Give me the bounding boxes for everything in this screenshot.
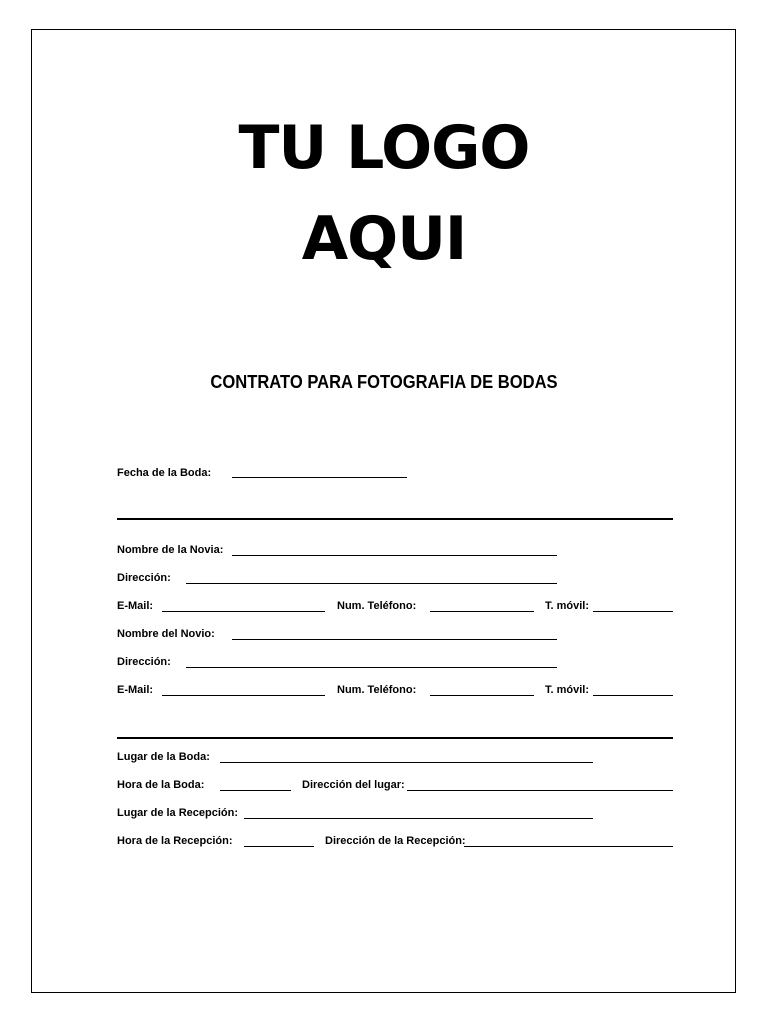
section-divider-2 bbox=[117, 737, 673, 739]
groom-name-field[interactable] bbox=[232, 639, 557, 640]
groom-email-label: E-Mail: bbox=[117, 684, 154, 696]
reception-place-field[interactable] bbox=[244, 818, 593, 819]
reception-time-field[interactable] bbox=[244, 846, 314, 847]
bride-mobile-field[interactable] bbox=[593, 611, 673, 612]
wedding-date-label: Fecha de la Boda: bbox=[117, 467, 212, 479]
groom-phone-field[interactable] bbox=[430, 695, 534, 696]
bride-address-field[interactable] bbox=[186, 583, 557, 584]
bride-email-label: E-Mail: bbox=[117, 600, 154, 612]
bride-mobile-label: T. móvil: bbox=[545, 600, 590, 612]
groom-phone-label: Num. Teléfono: bbox=[337, 684, 417, 696]
bride-phone-field[interactable] bbox=[430, 611, 534, 612]
logo-placeholder-line-1: TU LOGO bbox=[238, 113, 530, 183]
wedding-place-field[interactable] bbox=[220, 762, 593, 763]
bride-name-field[interactable] bbox=[232, 555, 557, 556]
bride-address-label: Dirección: bbox=[117, 572, 171, 584]
venue-address-label: Dirección del lugar: bbox=[302, 779, 405, 791]
venue-address-field[interactable] bbox=[407, 790, 673, 791]
groom-mobile-label: T. móvil: bbox=[545, 684, 590, 696]
groom-address-field[interactable] bbox=[186, 667, 557, 668]
reception-time-label: Hora de la Recepción: bbox=[117, 835, 233, 847]
reception-address-field[interactable] bbox=[464, 846, 673, 847]
bride-phone-label: Num. Teléfono: bbox=[337, 600, 417, 612]
wedding-date-field[interactable] bbox=[232, 477, 407, 478]
reception-place-label: Lugar de la Recepción: bbox=[117, 807, 239, 819]
wedding-time-field[interactable] bbox=[220, 790, 291, 791]
groom-mobile-field[interactable] bbox=[593, 695, 673, 696]
groom-name-label: Nombre del Novio: bbox=[117, 628, 215, 640]
wedding-place-label: Lugar de la Boda: bbox=[117, 751, 210, 763]
bride-name-label: Nombre de la Novia: bbox=[117, 544, 224, 556]
bride-email-field[interactable] bbox=[162, 611, 325, 612]
section-divider-1 bbox=[117, 518, 673, 520]
groom-address-label: Dirección: bbox=[117, 656, 171, 668]
groom-email-field[interactable] bbox=[162, 695, 325, 696]
logo-placeholder-line-2: AQUI bbox=[301, 204, 467, 274]
reception-address-label: Dirección de la Recepción: bbox=[325, 835, 466, 847]
contract-title: CONTRATO PARA FOTOGRAFIA DE BODAS bbox=[210, 372, 558, 392]
wedding-time-label: Hora de la Boda: bbox=[117, 779, 205, 791]
